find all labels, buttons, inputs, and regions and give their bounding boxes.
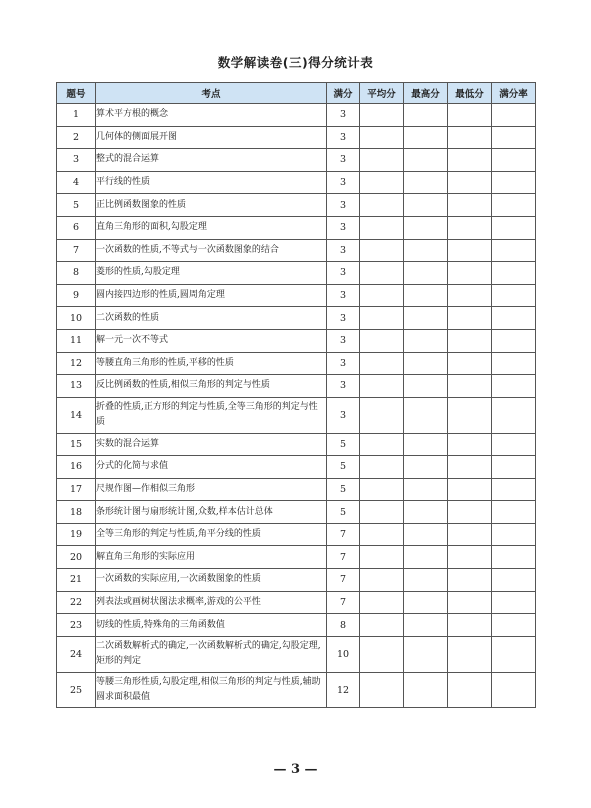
table-row <box>57 433 536 456</box>
full-rate-cell <box>492 284 536 307</box>
full-rate-cell <box>492 672 536 708</box>
table-row <box>57 104 536 127</box>
lowest-cell <box>448 329 492 352</box>
table-row <box>57 569 536 592</box>
topic-cell: 直角三角形的面积,勾股定理 <box>96 216 327 239</box>
table-row <box>57 216 536 239</box>
topic-cell: 几何体的侧面展开图 <box>96 126 327 149</box>
question-number: 20 <box>57 546 96 569</box>
full-rate-cell <box>492 194 536 217</box>
table-row <box>57 329 536 352</box>
full-rate-cell <box>492 478 536 501</box>
full-rate-cell <box>492 262 536 285</box>
full-score-cell: 3 <box>327 307 360 330</box>
average-cell <box>360 591 404 614</box>
lowest-cell <box>448 216 492 239</box>
question-number: 5 <box>57 194 96 217</box>
question-number: 15 <box>57 433 96 456</box>
question-number: 21 <box>57 569 96 592</box>
topic-cell: 列表法或画树状图法求概率,游戏的公平性 <box>96 591 327 614</box>
full-rate-cell <box>492 375 536 398</box>
header-lowest: 最低分 <box>448 83 492 104</box>
question-number: 8 <box>57 262 96 285</box>
full-score-cell: 7 <box>327 591 360 614</box>
full-rate-cell <box>492 216 536 239</box>
full-score-cell: 3 <box>327 397 360 433</box>
average-cell <box>360 194 404 217</box>
topic-cell: 平行线的性质 <box>96 171 327 194</box>
full-rate-cell <box>492 591 536 614</box>
full-score-cell: 3 <box>327 329 360 352</box>
highest-cell <box>404 171 448 194</box>
question-number: 24 <box>57 636 96 672</box>
highest-cell <box>404 126 448 149</box>
question-number: 18 <box>57 501 96 524</box>
question-number: 11 <box>57 329 96 352</box>
average-cell <box>360 375 404 398</box>
full-rate-cell <box>492 456 536 479</box>
question-number: 4 <box>57 171 96 194</box>
table-row <box>57 262 536 285</box>
table-row <box>57 149 536 172</box>
lowest-cell <box>448 478 492 501</box>
highest-cell <box>404 501 448 524</box>
table-row <box>57 523 536 546</box>
highest-cell <box>404 523 448 546</box>
highest-cell <box>404 569 448 592</box>
average-cell <box>360 501 404 524</box>
header-average: 平均分 <box>360 83 404 104</box>
table-row <box>57 591 536 614</box>
lowest-cell <box>448 307 492 330</box>
lowest-cell <box>448 569 492 592</box>
average-cell <box>360 216 404 239</box>
question-number: 7 <box>57 239 96 262</box>
table-title: 数学解读卷(三)得分统计表 <box>217 55 374 70</box>
highest-cell <box>404 614 448 637</box>
average-cell <box>360 672 404 708</box>
lowest-cell <box>448 501 492 524</box>
table-row <box>57 614 536 637</box>
lowest-cell <box>448 636 492 672</box>
lowest-cell <box>448 171 492 194</box>
header-full-score-rate: 满分率 <box>492 83 536 104</box>
full-score-cell: 10 <box>327 636 360 672</box>
lowest-cell <box>448 104 492 127</box>
topic-cell: 折叠的性质,正方形的判定与性质,全等三角形的判定与性质 <box>96 397 327 433</box>
lowest-cell <box>448 614 492 637</box>
full-score-cell: 3 <box>327 126 360 149</box>
page-number: — 3 — <box>273 762 318 777</box>
topic-cell: 切线的性质,特殊角的三角函数值 <box>96 614 327 637</box>
lowest-cell <box>448 397 492 433</box>
average-cell <box>360 569 404 592</box>
full-score-cell: 5 <box>327 478 360 501</box>
lowest-cell <box>448 284 492 307</box>
question-number: 10 <box>57 307 96 330</box>
full-rate-cell <box>492 523 536 546</box>
full-rate-cell <box>492 329 536 352</box>
lowest-cell <box>448 523 492 546</box>
topic-cell: 等腰直角三角形的性质,平移的性质 <box>96 352 327 375</box>
topic-cell: 实数的混合运算 <box>96 433 327 456</box>
average-cell <box>360 104 404 127</box>
full-rate-cell <box>492 501 536 524</box>
full-score-cell: 3 <box>327 104 360 127</box>
header-row <box>57 83 536 104</box>
full-rate-cell <box>492 546 536 569</box>
highest-cell <box>404 352 448 375</box>
question-number: 3 <box>57 149 96 172</box>
lowest-cell <box>448 375 492 398</box>
topic-cell: 一次函数的性质,不等式与一次函数图象的结合 <box>96 239 327 262</box>
table-row <box>57 397 536 433</box>
lowest-cell <box>448 591 492 614</box>
average-cell <box>360 397 404 433</box>
table-row <box>57 126 536 149</box>
question-number: 2 <box>57 126 96 149</box>
lowest-cell <box>448 126 492 149</box>
table-row <box>57 501 536 524</box>
full-rate-cell <box>492 352 536 375</box>
highest-cell <box>404 672 448 708</box>
full-score-cell: 5 <box>327 456 360 479</box>
table-row <box>57 307 536 330</box>
highest-cell <box>404 307 448 330</box>
question-number: 19 <box>57 523 96 546</box>
topic-cell: 分式的化简与求值 <box>96 456 327 479</box>
average-cell <box>360 149 404 172</box>
highest-cell <box>404 284 448 307</box>
full-score-cell: 3 <box>327 262 360 285</box>
average-cell <box>360 126 404 149</box>
full-score-cell: 5 <box>327 501 360 524</box>
full-score-cell: 7 <box>327 546 360 569</box>
average-cell <box>360 262 404 285</box>
question-number: 25 <box>57 672 96 708</box>
question-number: 16 <box>57 456 96 479</box>
lowest-cell <box>448 194 492 217</box>
highest-cell <box>404 104 448 127</box>
topic-cell: 解一元一次不等式 <box>96 329 327 352</box>
full-score-cell: 3 <box>327 171 360 194</box>
average-cell <box>360 171 404 194</box>
full-rate-cell <box>492 149 536 172</box>
average-cell <box>360 523 404 546</box>
full-rate-cell <box>492 636 536 672</box>
header-highest: 最高分 <box>404 83 448 104</box>
average-cell <box>360 456 404 479</box>
topic-cell: 解直角三角形的实际应用 <box>96 546 327 569</box>
topic-cell: 反比例函数的性质,相似三角形的判定与性质 <box>96 375 327 398</box>
question-number: 12 <box>57 352 96 375</box>
question-number: 9 <box>57 284 96 307</box>
full-score-cell: 5 <box>327 433 360 456</box>
header-full-score: 满分 <box>327 83 360 104</box>
question-number: 17 <box>57 478 96 501</box>
highest-cell <box>404 433 448 456</box>
topic-cell: 尺规作图—作相似三角形 <box>96 478 327 501</box>
full-score-cell: 3 <box>327 149 360 172</box>
full-score-cell: 3 <box>327 284 360 307</box>
average-cell <box>360 329 404 352</box>
full-score-cell: 7 <box>327 523 360 546</box>
full-rate-cell <box>492 433 536 456</box>
table-row <box>57 352 536 375</box>
full-rate-cell <box>492 239 536 262</box>
question-number: 14 <box>57 397 96 433</box>
highest-cell <box>404 262 448 285</box>
topic-cell: 二次函数的性质 <box>96 307 327 330</box>
header-topic: 考点 <box>96 83 327 104</box>
highest-cell <box>404 478 448 501</box>
highest-cell <box>404 397 448 433</box>
full-score-cell: 7 <box>327 569 360 592</box>
topic-cell: 全等三角形的判定与性质,角平分线的性质 <box>96 523 327 546</box>
topic-cell: 等腰三角形性质,勾股定理,相似三角形的判定与性质,辅助圆求面积最值 <box>96 672 327 708</box>
topic-cell: 条形统计图与扇形统计图,众数,样本估计总体 <box>96 501 327 524</box>
highest-cell <box>404 636 448 672</box>
full-rate-cell <box>492 397 536 433</box>
full-score-cell: 3 <box>327 352 360 375</box>
topic-cell: 一次函数的实际应用,一次函数图象的性质 <box>96 569 327 592</box>
table-row <box>57 239 536 262</box>
lowest-cell <box>448 149 492 172</box>
table-row <box>57 478 536 501</box>
highest-cell <box>404 239 448 262</box>
highest-cell <box>404 456 448 479</box>
topic-cell: 圆内接四边形的性质,圆周角定理 <box>96 284 327 307</box>
topic-cell: 菱形的性质,勾股定理 <box>96 262 327 285</box>
score-statistics-table <box>56 82 536 708</box>
lowest-cell <box>448 239 492 262</box>
full-rate-cell <box>492 126 536 149</box>
table-row <box>57 375 536 398</box>
highest-cell <box>404 591 448 614</box>
topic-cell: 二次函数解析式的确定,一次函数解析式的确定,勾股定理,矩形的判定 <box>96 636 327 672</box>
lowest-cell <box>448 433 492 456</box>
full-rate-cell <box>492 307 536 330</box>
full-rate-cell <box>492 104 536 127</box>
lowest-cell <box>448 672 492 708</box>
topic-cell: 正比例函数图象的性质 <box>96 194 327 217</box>
full-score-cell: 3 <box>327 216 360 239</box>
highest-cell <box>404 329 448 352</box>
full-score-cell: 12 <box>327 672 360 708</box>
highest-cell <box>404 149 448 172</box>
average-cell <box>360 614 404 637</box>
question-number: 23 <box>57 614 96 637</box>
table-row <box>57 194 536 217</box>
lowest-cell <box>448 546 492 569</box>
topic-cell: 整式的混合运算 <box>96 149 327 172</box>
average-cell <box>360 352 404 375</box>
topic-cell: 算术平方根的概念 <box>96 104 327 127</box>
average-cell <box>360 636 404 672</box>
question-number: 22 <box>57 591 96 614</box>
average-cell <box>360 478 404 501</box>
table-row <box>57 284 536 307</box>
average-cell <box>360 307 404 330</box>
full-score-cell: 3 <box>327 239 360 262</box>
average-cell <box>360 433 404 456</box>
lowest-cell <box>448 456 492 479</box>
full-rate-cell <box>492 614 536 637</box>
highest-cell <box>404 375 448 398</box>
full-score-cell: 3 <box>327 375 360 398</box>
full-rate-cell <box>492 569 536 592</box>
table-row <box>57 636 536 672</box>
highest-cell <box>404 546 448 569</box>
average-cell <box>360 239 404 262</box>
highest-cell <box>404 194 448 217</box>
average-cell <box>360 546 404 569</box>
question-number: 6 <box>57 216 96 239</box>
full-score-cell: 3 <box>327 194 360 217</box>
lowest-cell <box>448 352 492 375</box>
highest-cell <box>404 216 448 239</box>
average-cell <box>360 284 404 307</box>
table-row <box>57 546 536 569</box>
table-row <box>57 672 536 708</box>
question-number: 1 <box>57 104 96 127</box>
lowest-cell <box>448 262 492 285</box>
table-row <box>57 171 536 194</box>
question-number: 13 <box>57 375 96 398</box>
full-score-cell: 8 <box>327 614 360 637</box>
table-row <box>57 456 536 479</box>
full-rate-cell <box>492 171 536 194</box>
header-question-no: 题号 <box>57 83 96 104</box>
